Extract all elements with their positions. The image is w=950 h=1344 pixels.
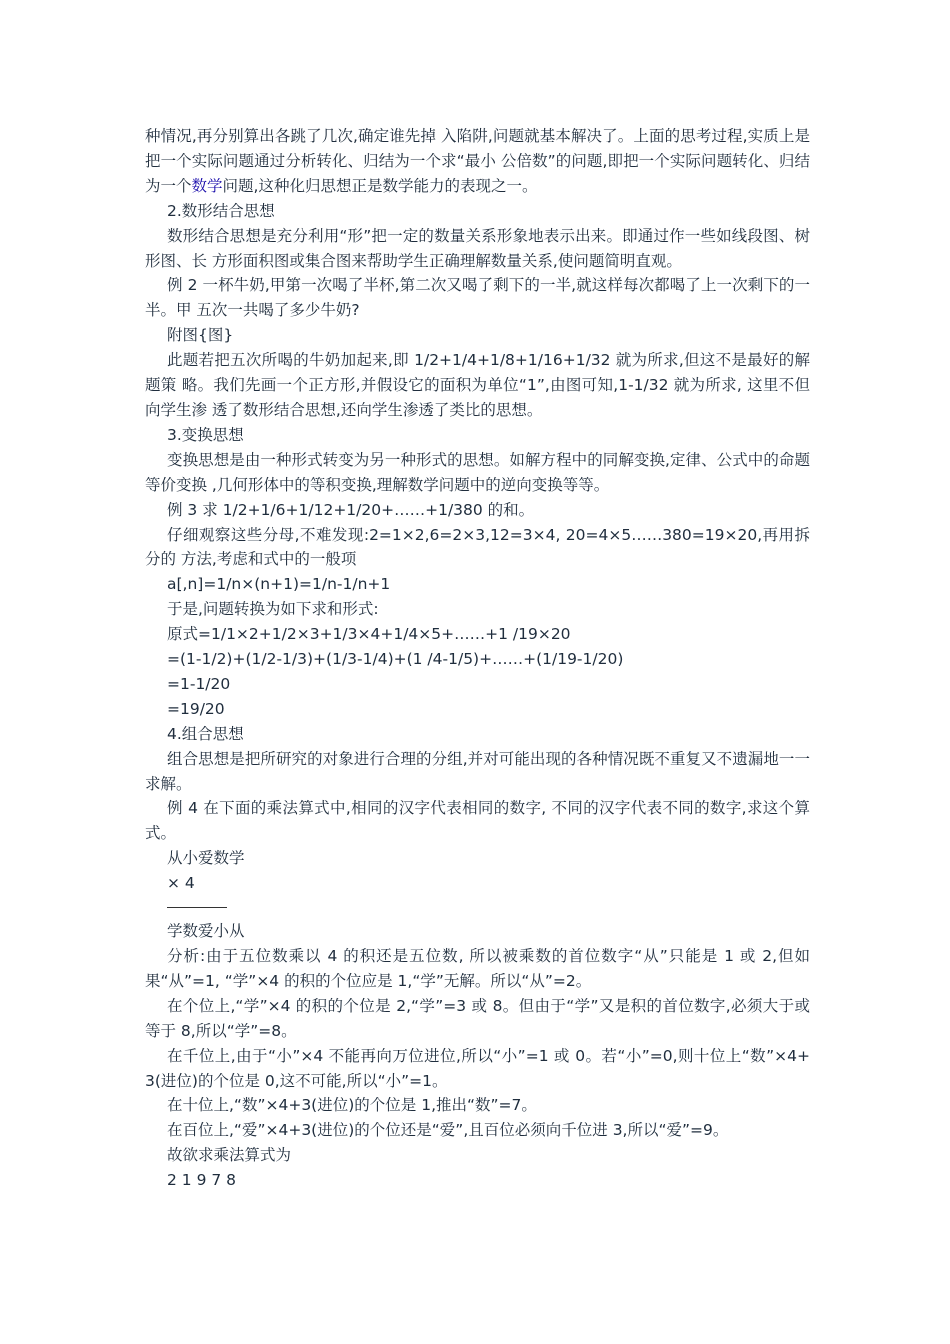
text-segment: 问题,这种化归思想正是数学能力的表现之一。: [222, 176, 538, 195]
example-2: 例 2 一杯牛奶,甲第一次喝了半杯,第二次又喝了剩下的一半,就这样每次都喝了上一次剩下的一半。甲 五次一共喝了多少牛奶?: [145, 276, 810, 320]
paragraph-intro: [145, 124, 810, 199]
analysis-paragraph: 在个位上,“学”×4 的积的个位是 2,“学”=3 或 8。但由于“学”又是积的首位数字,必须大于或等于 8,所以“学”=8。: [145, 996, 810, 1040]
paragraph: 变换思想是由一种形式转变为另一种形式的思想。如解方程中的同解变换,定律、公式中的命题等价变换 ,几何形体中的等积变换,理解数学问题中的逆向变换等等。: [145, 450, 810, 494]
document-body: [145, 124, 810, 1193]
paragraph: 于是,问题转换为如下求和形式:: [167, 600, 379, 619]
paragraph: 故欲求乘法算式为: [167, 1146, 292, 1165]
analysis-paragraph: 在十位上,“数”×4+3(进位)的个位是 1,推出“数”=7。: [167, 1096, 537, 1115]
calculation-rule: [167, 907, 227, 908]
paragraph: 此题若把五次所喝的牛奶加起来,即 1/2+1/4+1/8+1/16+1/32 就为所求,但这不是最好的解题策 略。我们先画一个正方形,并假设它的面积为单位“1”,由图可知,1-1/32 就为所求, 这里不但向学生渗 透了数形结合思想,还向学生渗透了类比的思想。: [145, 351, 810, 419]
multiplier: × 4: [167, 874, 195, 893]
formula-line: 原式=1/1×2+1/2×3+1/3×4+1/4×5+……+1 /19×20: [167, 625, 571, 644]
analysis-paragraph: 分析:由于五位数乘以 4 的积还是五位数, 所以被乘数的首位数字“从”只能是 1 或 2,但如果“从”=1, “学”×4 的积的个位应是 1,“学”无解。所以“从”=2。: [145, 947, 810, 990]
formula-line: =(1-1/2)+(1/2-1/3)+(1/3-1/4)+(1 /4-1/5)+……+(1/19-1/20): [167, 650, 624, 669]
paragraph: 组合思想是把所研究的对象进行合理的分组,并对可能出现的各种情况既不重复又不遗漏地一一求解。: [145, 749, 810, 793]
math-link[interactable]: 数学: [191, 176, 223, 195]
text-segment: 种情况,再分别算出各跳了几次,确定谁先掉 入陷阱,问题就基本解决了。上面的思考过程,实质上是把一个实际问题通过分析转化、归结为一个求“最小 公倍数”的问题,即把一个实际问题转化、归结为一个: [145, 127, 810, 195]
figure-placeholder: 附图{图}: [167, 326, 234, 345]
analysis-paragraph: 在千位上,由于“小”×4 不能再向万位进位,所以“小”=1 或 0。若“小”=0,则十位上“数”×4+ 3(进位)的个位是 0,这不可能,所以“小”=1。: [145, 1046, 810, 1090]
heading-bianhuan: 3.变换思想: [167, 425, 244, 444]
product: 学数爱小从: [167, 922, 245, 941]
paragraph: 数形结合思想是充分利用“形”把一定的数量关系形象地表示出来。即通过作一些如线段图、树形图、长 方形面积图或集合图来帮助学生正确理解数量关系,使问题简明直观。: [145, 226, 810, 270]
formula-line: =19/20: [167, 699, 225, 718]
answer: 2 1 9 7 8: [167, 1171, 237, 1190]
multiplicand: 从小爱数学: [167, 849, 245, 868]
analysis-paragraph: 在百位上,“爱”×4+3(进位)的个位还是“爱”,且百位必须向千位进 3,所以“爱”=9。: [167, 1121, 729, 1140]
formula-line: a[,n]=1/n×(n+1)=1/n-1/n+1: [167, 575, 391, 594]
formula-line: =1-1/20: [167, 674, 231, 693]
example-4: 例 4 在下面的乘法算式中,相同的汉字代表相同的数字, 不同的汉字代表不同的数字,求这个算式。: [145, 799, 810, 843]
paragraph: 仔细观察这些分母,不难发现:2=1×2,6=2×3,12=3×4, 20=4×5……380=19×20,再用拆分的 方法,考虑和式中的一般项: [145, 525, 810, 569]
heading-shuxing: 2.数形结合思想: [167, 201, 275, 220]
heading-zuhe: 4.组合思想: [167, 724, 244, 743]
example-3: 例 3 求 1/2+1/6+1/12+1/20+……+1/380 的和。: [167, 500, 535, 519]
